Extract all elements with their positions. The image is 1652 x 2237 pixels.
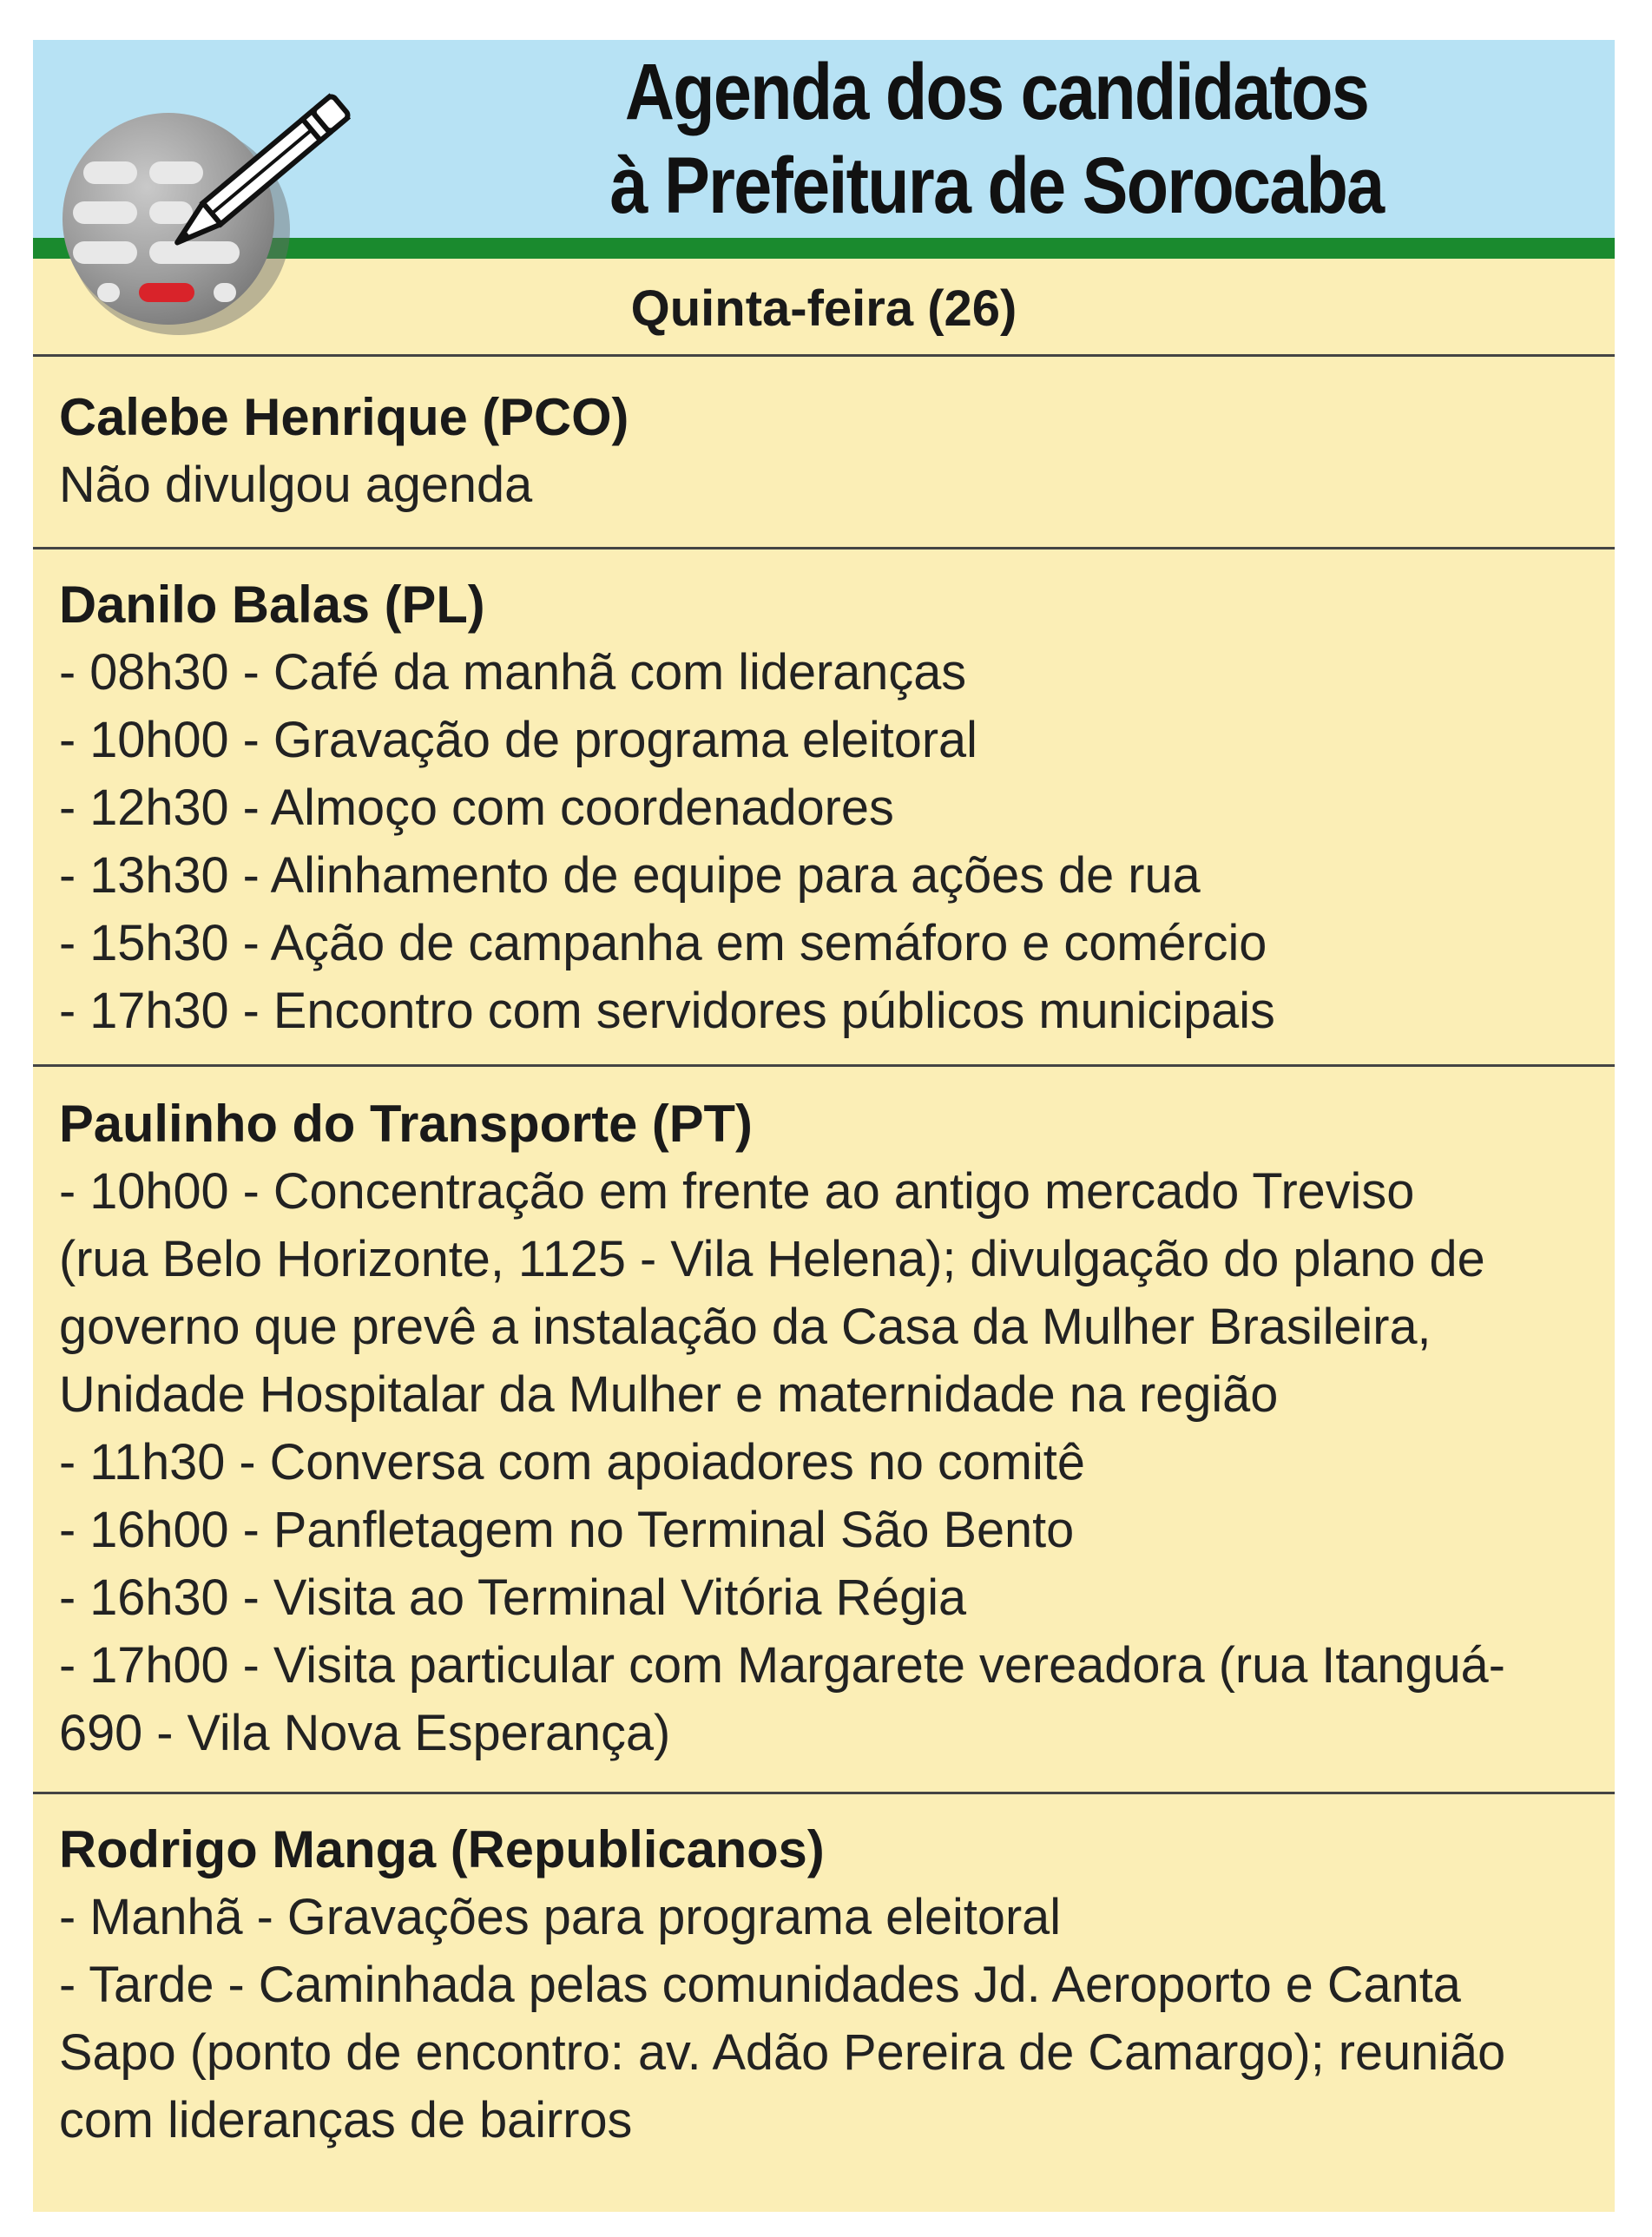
agenda-line: - 11h30 - Conversa com apoiadores no comitê (59, 1434, 1085, 1490)
agenda-line: Unidade Hospitalar da Mulher e maternidade na região (59, 1366, 1279, 1423)
agenda-line: - 16h30 - Visita ao Terminal Vitória Régia (59, 1569, 967, 1626)
page-title (482, 45, 1512, 233)
agenda-line: - 10h00 - Concentração em frente ao antigo mercado Treviso (59, 1163, 1415, 1220)
day-label: Quinta-feira (26) (630, 280, 1017, 337)
agenda-card (33, 40, 1615, 2212)
agenda-line: - 12h30 - Almoço com coordenadores (59, 780, 894, 836)
agenda-line: - Tarde - Caminhada pelas comunidades Jd. Aeroporto e Canta (59, 1957, 1461, 2013)
agenda-line: (rua Belo Horizonte, 1125 - Vila Helena); divulgação do plano de (59, 1231, 1485, 1287)
divider-2 (33, 547, 1615, 549)
candidate-section (59, 1816, 1604, 2155)
agenda-line: governo que prevê a instalação da Casa da Mulher Brasileira, (59, 1299, 1432, 1355)
notepad-pencil-icon (47, 75, 359, 352)
agenda-line: Sapo (ponto de encontro: av. Adão Pereira de Camargo); reunião (59, 2024, 1506, 2081)
agenda-line: - 17h30 - Encontro com servidores públicos municipais (59, 983, 1275, 1039)
agenda-line: com lideranças de bairros (59, 2092, 633, 2148)
agenda-line: - 08h30 - Café da manhã com lideranças (59, 644, 967, 701)
divider-1 (33, 354, 1615, 357)
agenda-line: - 17h00 - Visita particular com Margarete vereadora (rua Itanguá- (59, 1637, 1505, 1694)
candidate-name: Calebe Henrique (PCO) (59, 388, 629, 446)
agenda-line: - 16h00 - Panfletagem no Terminal São Bento (59, 1502, 1075, 1558)
agenda-line: - 10h00 - Gravação de programa eleitoral (59, 712, 977, 768)
candidate-name: Paulinho do Transporte (PT) (59, 1095, 753, 1153)
agenda-line: - 13h30 - Alinhamento de equipe para ações de rua (59, 847, 1201, 904)
candidate-section (59, 571, 1604, 1045)
candidate-name: Rodrigo Manga (Republicanos) (59, 1820, 825, 1878)
agenda-line: - Manhã - Gravações para programa eleitoral (59, 1889, 1062, 1945)
divider-4 (33, 1792, 1615, 1794)
agenda-line: 690 - Vila Nova Esperança) (59, 1705, 671, 1761)
candidate-name: Danilo Balas (PL) (59, 576, 485, 634)
candidate-section (59, 384, 1604, 519)
candidate-section (59, 1090, 1604, 1767)
agenda-line: - 15h30 - Ação de campanha em semáforo e comércio (59, 915, 1267, 971)
agenda-line: Não divulgou agenda (59, 457, 533, 513)
divider-3 (33, 1064, 1615, 1067)
title-line-1: Agenda dos candidatos (624, 48, 1369, 136)
title-line-2: à Prefeitura de Sorocaba (609, 141, 1384, 230)
